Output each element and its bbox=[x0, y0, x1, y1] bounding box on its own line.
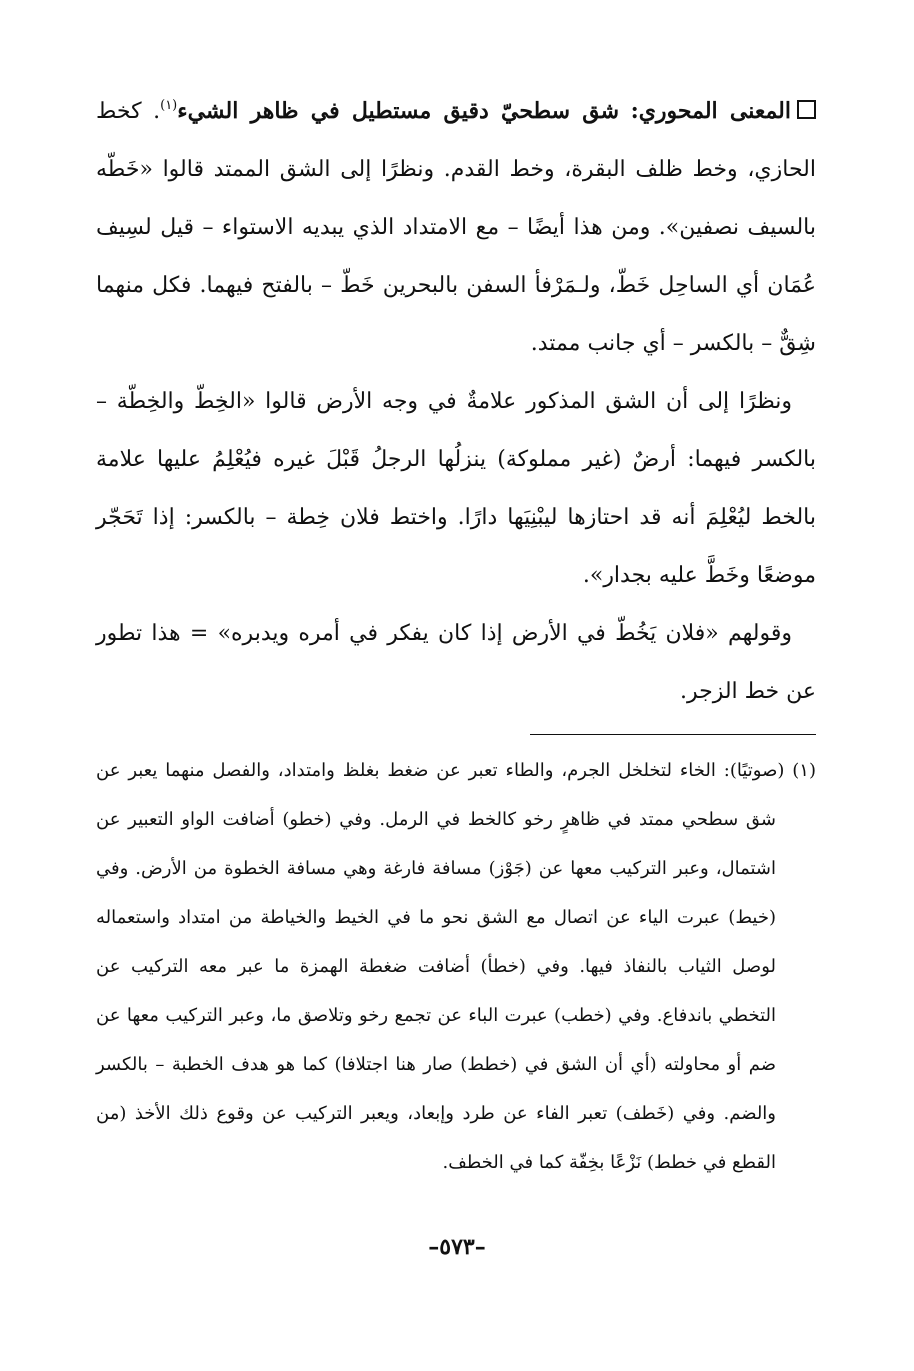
paragraph-divination: وقولهم «فلان يَخُطّ في الأرض إذا كان يفكر في أمره ويدبره» = هذا تطور عن خط الزجر. bbox=[96, 621, 816, 704]
paragraph-text: . كخط الحازي، وخط ظلف البقرة، وخط القدم. ونظرًا إلى الشق الممتد قالوا «خَطّه بالسيف نصفين». ومن هذا أيضًا – مع الامتداد الذي يبديه الاستواء – قيل لسِيف عُمَان أي الساحِل خَطّ، ولـمَرْفأ السفن بالبحرين خَطّ – بالفتح فيهما. فكل منهما شِقٌّ – بالكسر – أي جانب ممتد. bbox=[96, 99, 816, 356]
footnote-marker: (١) bbox=[792, 760, 816, 781]
footnotes bbox=[96, 746, 816, 1187]
footnote-divider bbox=[530, 734, 816, 735]
square-bullet-icon bbox=[797, 100, 816, 119]
core-meaning-label: المعنى المحوري: bbox=[630, 98, 791, 124]
footnote-text: (صوتيًا): الخاء لتخلخل الجرم، والطاء تعبر عن ضغط بغلظ وامتداد، والفصل منهما يعبر عن شق سطحي ممتد في ظاهرٍ رخو كالخط في الرمل. وفي (خطو) أضافت الواو التعبير عن اشتمال، وعبر التركيب معها عن (جَوْز) مسافة فارغة وهي مسافة الخطوة من الأرض. وفي (خيط) عبرت الياء عن اتصال مع الشق نحو ما في الخيط والخياطة من امتداد واستعماله لوصل الثياب بالنفاذ فيها. وفي (خطأ) أضافت ضغطة الهمزة ما عبر معه التركيب عن التخطي باندفاع. وفي (خطب) عبرت الباء عن تجمع رخو وتلاصق ما، وعبر التركيب معها عن ضم أو محاولته (أي أن الشق في (خطط) صار هنا اجتلافا) كما هو هدف الخطبة – بالكسر والضم. وفي (خَطف) تعبر الفاء عن طرد وإبعاد، ويعبر التركيب عن وقوع ذلك الأخذ (من القطع في خطط) نَزْعًا بخِفّة كما في الخطف. bbox=[96, 760, 785, 1173]
main-text bbox=[96, 82, 816, 721]
paragraph-core-meaning bbox=[96, 82, 816, 373]
paragraph-land-mark: ونظرًا إلى أن الشق المذكور علامةٌ في وجه الأرض قالوا «الخِطّ والخِطّة – بالكسر فيهما: أرضٌ (غير مملوكة) ينزلُها الرجلُ قَبْلَ غيره فيُعْلِمُ عليها علامة بالخط ليُعْلِمَ أنه قد احتازها ليبْنِيَها دارًا. واختط فلان خِطة – بالكسر: إذا تَحَجّر موضعًا وخَطَّ عليه بجدار». bbox=[96, 389, 816, 588]
core-meaning-definition: شق سطحيّ دقيق مستطيل في ظاهر الشيء bbox=[177, 98, 620, 124]
footnote-reference: (١) bbox=[160, 98, 178, 113]
page-number: –٥٧٣– bbox=[428, 1234, 486, 1260]
footnote bbox=[96, 746, 816, 1187]
